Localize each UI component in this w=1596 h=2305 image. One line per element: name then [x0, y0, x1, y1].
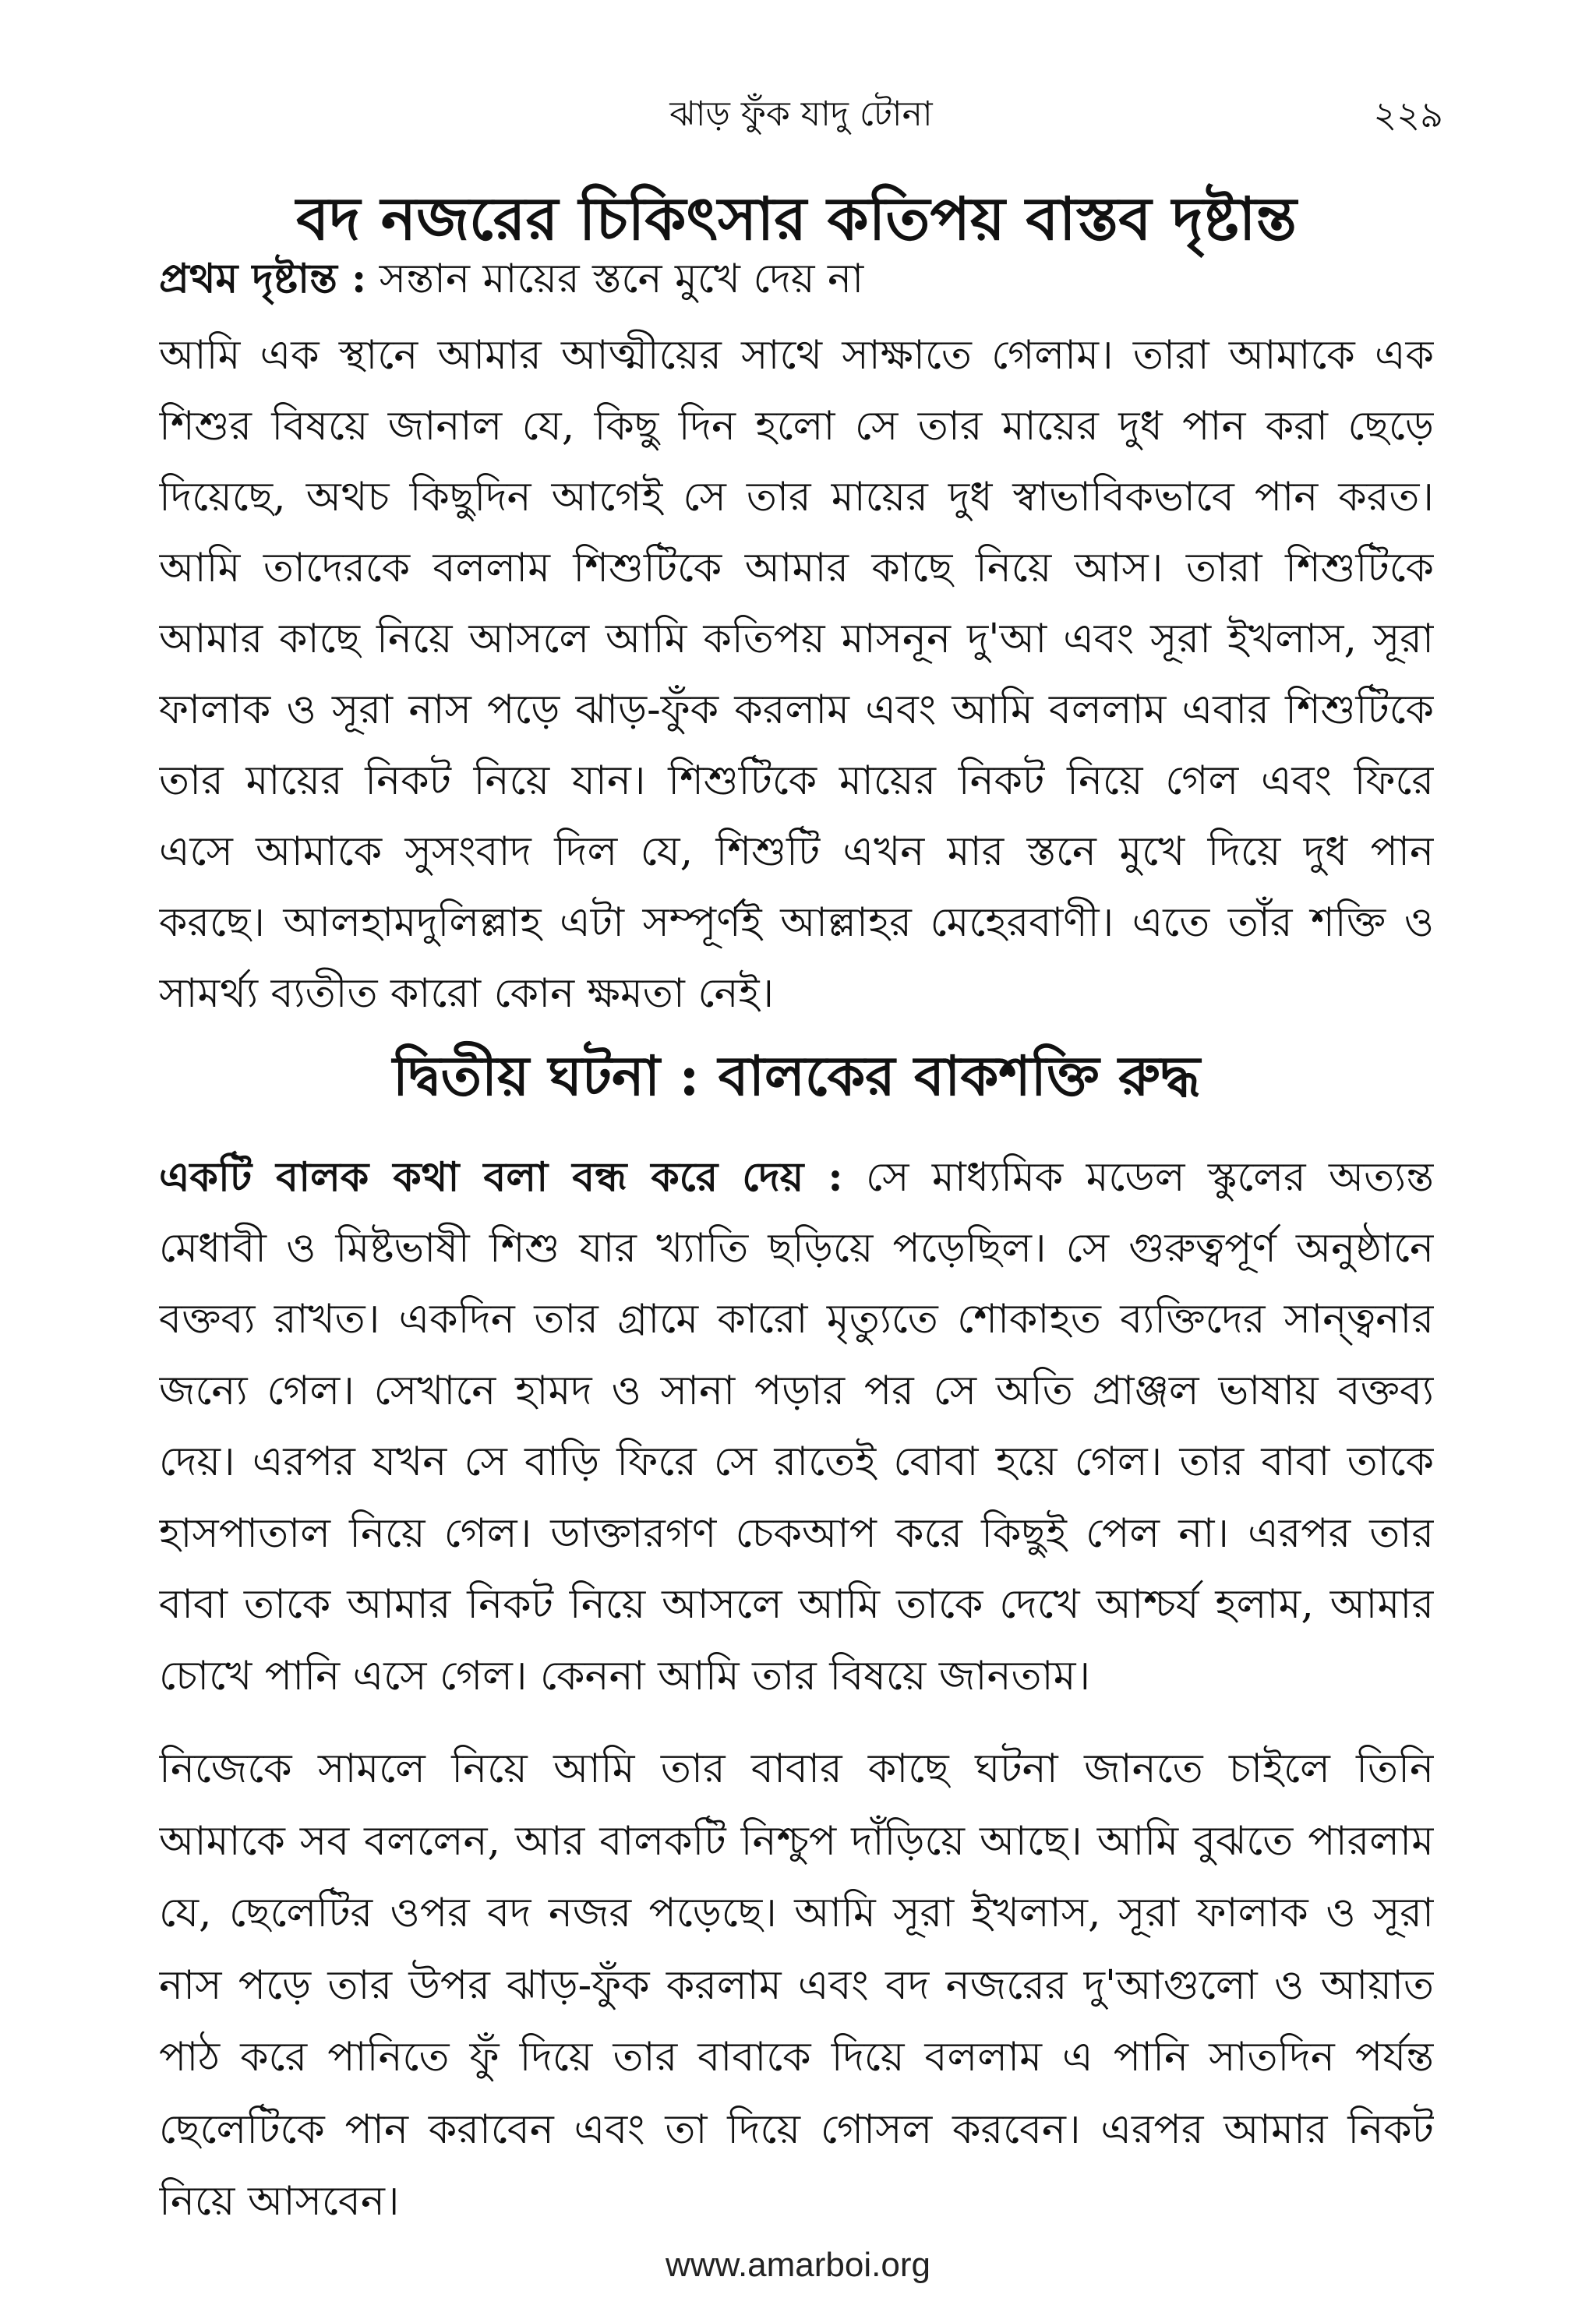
paragraph-line: নাস পড়ে তার উপর ঝাড়-ফুঁক করলাম এবং বদ নজরের দু'আগুলো ও আয়াত [159, 1961, 1434, 2009]
paragraph-line: দিয়েছে, অথচ কিছুদিন আগেই সে তার মায়ের দুধ স্বাভাবিকভাবে পান করত। [159, 474, 1434, 521]
paragraph-line: আমি তাদেরকে বললাম শিশুটিকে আমার কাছে নিয়ে আস। তারা শিশুটিকে [159, 545, 1434, 591]
paragraph-lead: একটি বালক কথা বলা বন্ধ করে দেয় : [159, 1153, 843, 1201]
paragraph-line: বক্তব্য রাখত। একদিন তার গ্রামে কারো মৃত্যুতে শোকাহত ব্যক্তিদের সান্ত্বনার [159, 1296, 1434, 1343]
paragraph-line: শিশুর বিষয়ে জানাল যে, কিছু দিন হলো সে তার মায়ের দুধ পান করা ছেড়ে [159, 403, 1434, 450]
paragraph-line: জন্যে গেল। সেখানে হামদ ও সানা পড়ার পর সে অতি প্রাঞ্জল ভাষায় বক্তব্য [159, 1367, 1434, 1414]
subheading-text: সন্তান মায়ের স্তনে মুখে দেয় না [379, 256, 864, 302]
paragraph-line: মেধাবী ও মিষ্টভাষী শিশু যার খ্যাতি ছড়িয়ে পড়েছিল। সে গুরুত্বপূর্ণ অনুষ্ঠানে [159, 1224, 1434, 1272]
subheading-label: প্রথম দৃষ্টান্ত : [159, 255, 367, 302]
paragraph-line: ছেলেটিকে পান করাবেন এবং তা দিয়ে গোসল করবেন। এরপর আমার নিকট [159, 2106, 1434, 2153]
paragraph-line: নিয়ে আসবেন। [159, 2178, 400, 2225]
running-header [159, 87, 1443, 142]
page-number: ২২৯ [1373, 94, 1443, 136]
paragraph-line: আমার কাছে নিয়ে আসলে আমি কতিপয় মাসনূন দু'আ এবং সূরা ইখলাস, সূরা [159, 616, 1434, 662]
paragraph-line [159, 1142, 1434, 1213]
footer-site-url: www.amarboi.org [666, 2246, 930, 2284]
paragraph-line: আমাকে সব বললেন, আর বালকটি নিশ্চুপ দাঁড়িয়ে আছে। আমি বুঝতে পারলাম [159, 1817, 1434, 1865]
subheading-block [159, 243, 1434, 314]
paragraph-line: করছে। আলহামদুলিল্লাহ এটা সম্পূর্ণই আল্লাহর মেহেরবাণী। এতে তাঁর শক্তি ও [159, 899, 1434, 946]
paragraph-line: বাবা তাকে আমার নিকট নিয়ে আসলে আমি তাকে দেখে আশ্চর্য হলাম, আমার [159, 1581, 1434, 1628]
section-title: দ্বিতীয় ঘটনা : বালকের বাকশক্তি রুদ্ধ [392, 1043, 1201, 1108]
paragraph-line: ফালাক ও সূরা নাস পড়ে ঝাড়-ফুঁক করলাম এবং আমি বললাম এবার শিশুটিকে [159, 687, 1434, 733]
paragraph-line: দেয়। এরপর যখন সে বাড়ি ফিরে সে রাতেই বোবা হয়ে গেল। তার বাবা তাকে [159, 1438, 1434, 1485]
paragraph-line: চোখে পানি এসে গেল। কেননা আমি তার বিষয়ে জানতাম। [159, 1652, 1091, 1700]
paragraph-1 [159, 320, 1434, 1029]
running-title: ঝাড় ফুঁক যাদু টোনা [669, 94, 933, 134]
paragraph-line-text: সে মাধ্যমিক মডেল স্কুলের অত্যন্ত [866, 1154, 1434, 1201]
paragraph-line: সামর্থ্য ব্যতীত কারো কোন ক্ষমতা নেই। [159, 970, 775, 1017]
subheading [159, 243, 1434, 314]
paragraph-line: নিজেকে সামলে নিয়ে আমি তার বাবার কাছে ঘটনা জানতে চাইলে তিনি [159, 1746, 1434, 1792]
paragraph-line: পাঠ করে পানিতে ফুঁ দিয়ে তার বাবাকে দিয়ে বললাম এ পানি সাতদিন পর্যন্ত [159, 2034, 1434, 2081]
section-title: বদ নজরের চিকিৎসার কতিপয় বাস্তব দৃষ্টান্ত [296, 184, 1297, 253]
paragraph-line: হাসপাতাল নিয়ে গেল। ডাক্তারগণ চেকআপ করে কিছুই পেল না। এরপর তার [159, 1509, 1434, 1557]
paragraph-3 [159, 1733, 1434, 2238]
paragraph-line: এসে আমাকে সুসংবাদ দিল যে, শিশুটি এখন মার স্তনে মুখে দিয়ে দুধ পান [159, 828, 1434, 875]
paragraph-line: তার মায়ের নিকট নিয়ে যান। শিশুটিকে মায়ের নিকট নিয়ে গেল এবং ফিরে [159, 757, 1434, 804]
paragraph-line: আমি এক স্থানে আমার আত্মীয়ের সাথে সাক্ষাতে গেলাম। তারা আমাকে এক [159, 332, 1434, 379]
paragraph-2 [159, 1142, 1434, 1712]
paragraph-line: যে, ছেলেটির ওপর বদ নজর পড়েছে। আমি সূরা ইখলাস, সূরা ফালাক ও সূরা [159, 1890, 1434, 1936]
